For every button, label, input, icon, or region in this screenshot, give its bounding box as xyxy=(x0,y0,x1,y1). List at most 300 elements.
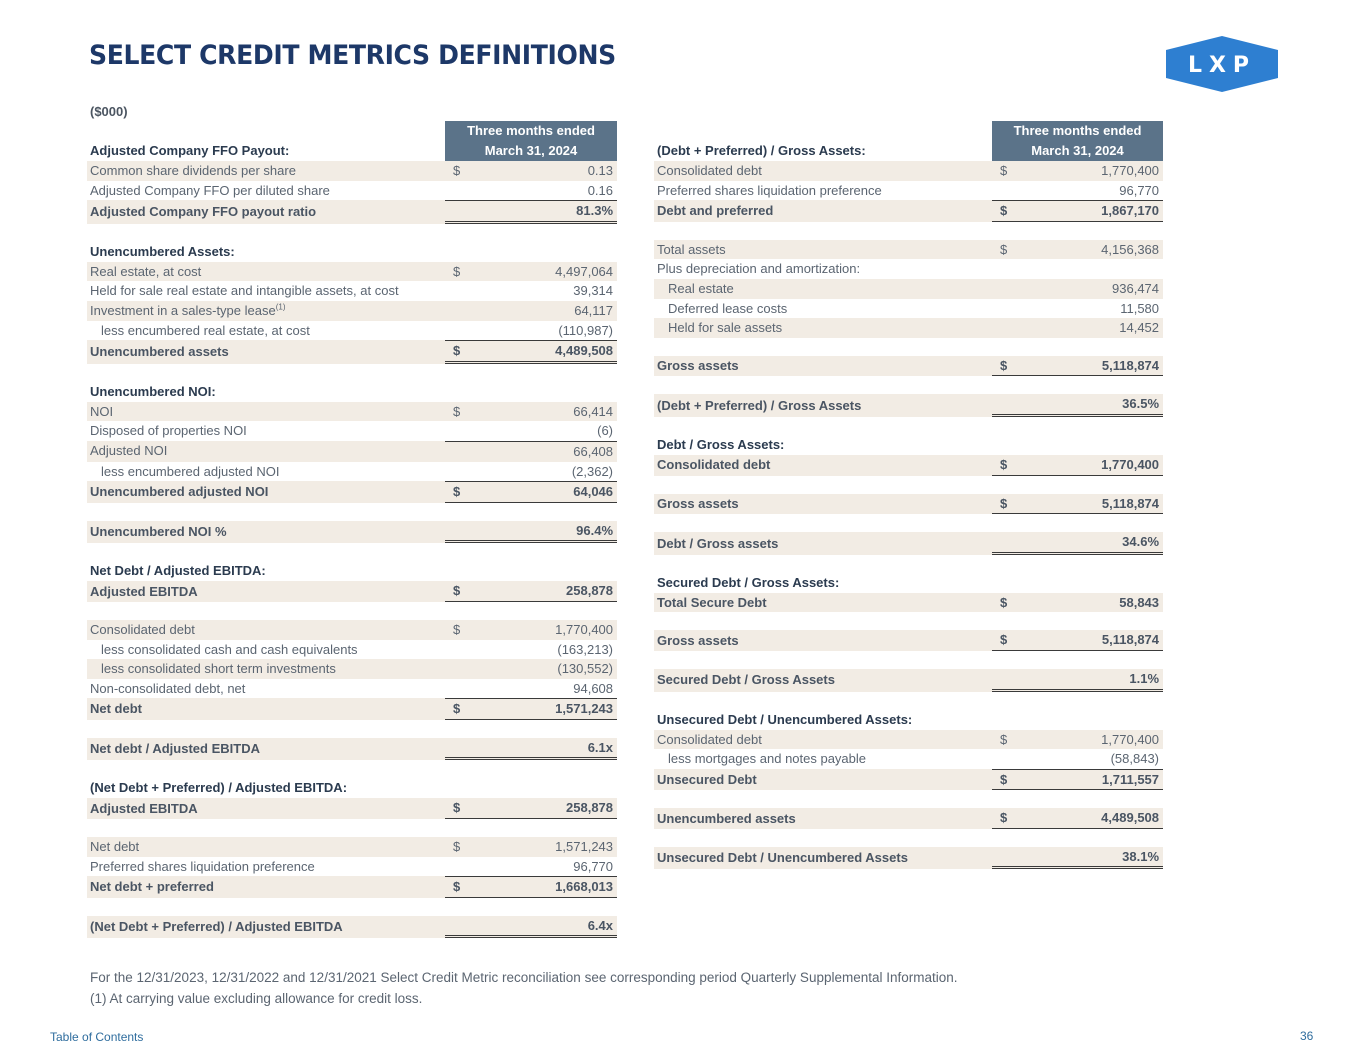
row-value: 14,452 xyxy=(1022,318,1163,338)
section-title: Adjusted Company FFO Payout: xyxy=(90,143,290,158)
currency-symbol xyxy=(992,299,1022,319)
table-row xyxy=(654,847,1163,870)
row-label: Unencumbered adjusted NOI xyxy=(87,481,445,503)
currency-symbol xyxy=(445,321,475,341)
table-row xyxy=(87,876,617,898)
table-row xyxy=(654,279,1163,299)
table-cell xyxy=(992,476,1022,494)
currency-symbol: $ xyxy=(445,161,475,181)
table-row xyxy=(87,857,617,877)
table-row xyxy=(87,340,617,364)
col-header-line1: Three months ended xyxy=(445,121,617,141)
table-row xyxy=(87,837,617,857)
table-cell xyxy=(654,417,992,435)
row-label: Unsecured Debt / Unencumbered Assets xyxy=(654,847,992,870)
table-cell xyxy=(445,561,475,581)
table-row xyxy=(654,259,1163,279)
row-label: (Debt + Preferred) / Gross Assets xyxy=(654,394,992,417)
table-cell xyxy=(87,224,445,242)
table-cell xyxy=(475,242,617,262)
table-row xyxy=(654,532,1163,555)
row-label: Consolidated debt xyxy=(654,161,992,181)
currency-symbol xyxy=(992,394,1022,417)
row-value: 1,770,400 xyxy=(1022,161,1163,181)
footnote-ref: (1) xyxy=(275,302,286,312)
section-title: Unencumbered Assets: xyxy=(90,243,235,259)
row-label: Secured Debt / Gross Assets xyxy=(654,669,992,692)
row-label: less encumbered real estate, at cost xyxy=(101,322,310,338)
spacer-row xyxy=(87,503,617,521)
table-cell xyxy=(87,819,445,837)
table-cell xyxy=(445,720,475,738)
table-row xyxy=(87,798,617,819)
spacer-row xyxy=(654,829,1163,847)
table-row xyxy=(654,630,1163,651)
currency-symbol: $ xyxy=(992,808,1022,829)
spacer-row xyxy=(87,543,617,561)
row-label: Gross assets xyxy=(654,494,992,515)
table-cell xyxy=(1022,790,1163,808)
currency-symbol: $ xyxy=(445,340,475,364)
table-cell xyxy=(1022,222,1163,240)
row-label: Held for sale real estate and intangible assets, at cost xyxy=(90,283,399,299)
currency-symbol xyxy=(992,532,1022,555)
table-cell xyxy=(992,514,1022,532)
section-title: (Net Debt + Preferred) / Adjusted EBITDA: xyxy=(90,780,348,796)
spacer-row xyxy=(654,790,1163,808)
row-label: Gross assets xyxy=(654,356,992,377)
row-label: less consolidated cash and cash equivalents xyxy=(101,641,358,657)
header-row-1 xyxy=(87,121,617,141)
spacer-row xyxy=(87,760,617,778)
table-cell xyxy=(445,602,475,620)
table-cell xyxy=(445,819,475,837)
row-value: 66,414 xyxy=(475,402,617,422)
table-cell xyxy=(1022,435,1163,455)
row-value: 4,497,064 xyxy=(475,262,617,282)
row-value: 1,770,400 xyxy=(475,620,617,640)
row-label: (Net Debt + Preferred) / Adjusted EBITDA xyxy=(87,916,445,939)
spacer-row xyxy=(87,364,617,382)
row-label: Unencumbered NOI % xyxy=(87,521,445,544)
currency-symbol: $ xyxy=(992,356,1022,377)
table-row xyxy=(87,738,617,761)
row-label: Consolidated debt xyxy=(654,730,992,750)
row-label: less mortgages and notes payable xyxy=(668,751,867,767)
spacer-row xyxy=(87,898,617,916)
table-cell xyxy=(1022,829,1163,847)
table-row xyxy=(87,262,617,282)
table-row xyxy=(87,200,617,224)
currency-symbol: $ xyxy=(445,481,475,503)
table-cell xyxy=(475,778,617,798)
row-label: Total Secure Debt xyxy=(654,593,992,613)
table-cell xyxy=(654,476,992,494)
currency-symbol xyxy=(445,679,475,699)
row-label: Unsecured Debt xyxy=(654,769,992,791)
table-cell xyxy=(475,561,617,581)
row-value: 1,770,400 xyxy=(1022,730,1163,750)
section-title-row xyxy=(87,561,617,581)
table-cell xyxy=(992,790,1022,808)
table-cell xyxy=(475,224,617,242)
table-row xyxy=(87,301,617,321)
currency-symbol xyxy=(445,301,475,321)
table-cell xyxy=(654,514,992,532)
col-header-line2: March 31, 2024 xyxy=(992,141,1163,161)
currency-symbol: $ xyxy=(445,581,475,602)
row-label: Consolidated debt xyxy=(654,455,992,476)
table-cell xyxy=(475,819,617,837)
row-label: Net debt + preferred xyxy=(87,876,445,898)
row-label: Adjusted EBITDA xyxy=(87,581,445,602)
table-row xyxy=(87,521,617,544)
table-cell xyxy=(992,710,1022,730)
row-value: (6) xyxy=(597,423,614,439)
row-value: 5,118,874 xyxy=(1022,356,1163,377)
row-label: Debt / Gross assets xyxy=(654,532,992,555)
table-cell xyxy=(1022,573,1163,593)
row-label: Unencumbered assets xyxy=(654,808,992,829)
currency-symbol xyxy=(992,259,1022,279)
table-cell xyxy=(87,364,445,382)
currency-symbol xyxy=(992,669,1022,692)
row-label: Common share dividends per share xyxy=(87,161,445,181)
table-cell xyxy=(992,555,1022,573)
row-label: NOI xyxy=(87,402,445,422)
currency-symbol xyxy=(445,916,475,939)
currency-symbol xyxy=(445,200,475,224)
row-label: Consolidated debt xyxy=(87,620,445,640)
table-cell xyxy=(992,612,1022,630)
row-value: 1,867,170 xyxy=(1022,200,1163,222)
table-row xyxy=(654,240,1163,260)
table-cell xyxy=(475,760,617,778)
row-value: 6.1x xyxy=(475,738,617,761)
table-row xyxy=(654,394,1163,417)
currency-symbol: $ xyxy=(992,730,1022,750)
section-title-row xyxy=(654,573,1163,593)
table-cell xyxy=(87,602,445,620)
spacer-row xyxy=(654,376,1163,394)
currency-symbol: $ xyxy=(992,494,1022,515)
table-row xyxy=(654,749,1163,769)
table-cell xyxy=(445,898,475,916)
units-label: ($000) xyxy=(90,104,128,119)
table-row xyxy=(87,321,617,341)
currency-symbol xyxy=(992,181,1022,201)
table-cell xyxy=(992,692,1022,710)
row-label: Disposed of properties NOI xyxy=(90,423,247,439)
currency-symbol: $ xyxy=(445,837,475,857)
row-label: Debt and preferred xyxy=(654,200,992,222)
table-cell xyxy=(1022,651,1163,669)
table-row xyxy=(654,593,1163,613)
spacer-row xyxy=(654,514,1163,532)
row-label: Net debt xyxy=(87,698,445,720)
table-cell xyxy=(992,376,1022,394)
row-value: 34.6% xyxy=(1022,532,1163,555)
currency-symbol xyxy=(992,318,1022,338)
table-row xyxy=(654,200,1163,222)
currency-symbol: $ xyxy=(992,240,1022,260)
row-label: Gross assets xyxy=(654,630,992,651)
currency-symbol xyxy=(445,738,475,761)
row-label: Preferred shares liquidation preference xyxy=(90,858,315,874)
table-cell xyxy=(475,720,617,738)
spacer-row xyxy=(654,555,1163,573)
table-cell xyxy=(1022,376,1163,394)
row-value: 1,571,243 xyxy=(475,837,617,857)
currency-symbol: $ xyxy=(445,876,475,898)
left-metrics-table xyxy=(87,121,617,938)
footnote-reconciliation: For the 12/31/2023, 12/31/2022 and 12/31/2021 Select Credit Metric reconciliation see corresponding period Quarterly Supplemental Information. xyxy=(90,970,958,985)
row-value: 1,668,013 xyxy=(475,876,617,898)
currency-symbol xyxy=(445,441,475,462)
table-cell xyxy=(654,692,992,710)
table-cell xyxy=(445,760,475,778)
row-label: Adjusted NOI xyxy=(87,441,445,462)
section-title: Debt / Gross Assets: xyxy=(657,436,785,452)
row-value: 96.4% xyxy=(475,521,617,544)
table-cell xyxy=(992,829,1022,847)
logo-text: LXP xyxy=(1187,53,1257,78)
table-cell xyxy=(445,382,475,402)
row-value: 39,314 xyxy=(573,283,614,299)
table-cell xyxy=(1022,514,1163,532)
table-cell xyxy=(445,778,475,798)
row-label: Net debt / Adjusted EBITDA xyxy=(87,738,445,761)
section-title-row xyxy=(87,242,617,262)
section-title: (Debt + Preferred) / Gross Assets: xyxy=(657,143,866,158)
table-cell xyxy=(992,435,1022,455)
currency-symbol xyxy=(445,521,475,544)
table-cell xyxy=(87,503,445,521)
row-value: 4,489,508 xyxy=(475,340,617,364)
row-value: 258,878 xyxy=(475,581,617,602)
row-label: Net debt xyxy=(87,837,445,857)
spacer-row xyxy=(654,417,1163,435)
row-label: Adjusted Company FFO payout ratio xyxy=(87,200,445,224)
row-label: Plus depreciation and amortization: xyxy=(657,261,861,277)
row-label: Investment in a sales-type lease$^{(1)}$ xyxy=(87,301,445,321)
row-value: 96,770 xyxy=(573,858,614,874)
row-value: 1,571,243 xyxy=(475,698,617,720)
currency-symbol: $ xyxy=(992,630,1022,651)
table-row xyxy=(87,441,617,462)
row-value: 66,408 xyxy=(475,441,617,462)
row-value: (110,987) xyxy=(558,322,614,338)
table-row xyxy=(654,318,1163,338)
header-row-1 xyxy=(654,121,1163,141)
table-cell xyxy=(475,364,617,382)
table-of-contents-link[interactable]: Table of Contents xyxy=(50,1030,144,1044)
currency-symbol: $ xyxy=(992,455,1022,476)
row-value: 94,608 xyxy=(573,680,614,696)
section-title-row xyxy=(654,435,1163,455)
table-cell xyxy=(87,898,445,916)
row-value: (163,213) xyxy=(557,641,614,657)
spacer-row xyxy=(654,338,1163,356)
currency-symbol: $ xyxy=(445,262,475,282)
table-cell xyxy=(445,224,475,242)
row-value xyxy=(1022,259,1163,279)
row-label: Non-consolidated debt, net xyxy=(90,680,246,696)
row-value: 1,770,400 xyxy=(1022,455,1163,476)
footnote-1: (1) At carrying value excluding allowance for credit loss. xyxy=(90,991,423,1006)
currency-symbol: $ xyxy=(992,161,1022,181)
table-row xyxy=(654,730,1163,750)
spacer-row xyxy=(654,222,1163,240)
currency-symbol: $ xyxy=(445,402,475,422)
row-value: 64,046 xyxy=(475,481,617,503)
table-cell xyxy=(1022,338,1163,356)
table-cell xyxy=(445,364,475,382)
table-row xyxy=(87,679,617,699)
spacer-row xyxy=(654,651,1163,669)
currency-symbol: $ xyxy=(992,769,1022,791)
currency-symbol: $ xyxy=(992,593,1022,613)
section-title-row xyxy=(87,778,617,798)
row-value: 6.4x xyxy=(475,916,617,939)
table-row xyxy=(654,494,1163,515)
table-cell xyxy=(475,543,617,561)
row-value: 0.13 xyxy=(475,161,617,181)
row-value: 96,770 xyxy=(1119,182,1160,198)
table-cell xyxy=(87,543,445,561)
table-row xyxy=(654,356,1163,377)
table-row xyxy=(87,161,617,181)
table-cell xyxy=(1022,555,1163,573)
table-row xyxy=(654,455,1163,476)
table-cell xyxy=(654,651,992,669)
table-cell xyxy=(87,760,445,778)
row-value: 0.16 xyxy=(587,182,614,198)
currency-symbol xyxy=(445,659,475,679)
currency-symbol xyxy=(992,279,1022,299)
row-value: (130,552) xyxy=(475,659,617,679)
spacer-row xyxy=(654,612,1163,630)
row-label: Adjusted EBITDA xyxy=(87,798,445,819)
table-cell xyxy=(87,121,445,141)
row-label: Deferred lease costs xyxy=(668,300,788,316)
row-label: Adjusted Company FFO per diluted share xyxy=(90,182,330,198)
row-value: 5,118,874 xyxy=(1022,494,1163,515)
row-label: Preferred shares liquidation preference xyxy=(657,182,882,198)
row-value: (2,362) xyxy=(571,463,614,479)
spacer-row xyxy=(87,602,617,620)
section-title: Net Debt / Adjusted EBITDA: xyxy=(90,563,266,579)
table-row xyxy=(87,916,617,939)
currency-symbol xyxy=(445,462,475,482)
row-value: 1,711,557 xyxy=(1022,769,1163,791)
currency-symbol xyxy=(445,421,475,441)
lxp-logo[interactable] xyxy=(1166,36,1278,92)
table-cell xyxy=(992,417,1022,435)
table-row xyxy=(87,620,617,640)
table-cell xyxy=(475,382,617,402)
table-cell xyxy=(654,222,992,240)
table-cell xyxy=(87,720,445,738)
table-row xyxy=(87,462,617,482)
row-value: 11,580 xyxy=(1120,300,1160,316)
table-row xyxy=(87,421,617,441)
table-row xyxy=(87,402,617,422)
row-label: Total assets xyxy=(654,240,992,260)
table-cell xyxy=(654,338,992,356)
table-cell xyxy=(654,555,992,573)
section-title-row xyxy=(87,382,617,402)
row-value: 936,474 xyxy=(1022,279,1163,299)
table-row xyxy=(87,581,617,602)
spacer-row xyxy=(654,692,1163,710)
row-value: 38.1% xyxy=(1022,847,1163,870)
table-cell xyxy=(992,573,1022,593)
table-cell xyxy=(654,121,992,141)
table-cell xyxy=(1022,417,1163,435)
row-value: 4,489,508 xyxy=(1022,808,1163,829)
table-row xyxy=(87,481,617,503)
table-cell xyxy=(992,222,1022,240)
row-value: 1.1% xyxy=(1022,669,1163,692)
table-row xyxy=(87,698,617,720)
right-metrics-table xyxy=(654,121,1163,869)
section-title: Secured Debt / Gross Assets: xyxy=(657,574,840,590)
row-label: less encumbered adjusted NOI xyxy=(101,463,280,479)
row-value: 36.5% xyxy=(1022,394,1163,417)
table-row xyxy=(654,769,1163,791)
col-header-line1: Three months ended xyxy=(992,121,1163,141)
table-cell xyxy=(1022,710,1163,730)
currency-symbol: $ xyxy=(445,698,475,720)
currency-symbol xyxy=(445,181,475,201)
table-cell xyxy=(475,503,617,521)
table-cell xyxy=(654,790,992,808)
currency-symbol: $ xyxy=(445,798,475,819)
row-value: 58,843 xyxy=(1022,593,1163,613)
currency-symbol xyxy=(445,857,475,877)
table-cell xyxy=(1022,692,1163,710)
table-row xyxy=(87,281,617,301)
table-cell xyxy=(445,242,475,262)
row-value: 5,118,874 xyxy=(1022,630,1163,651)
table-cell xyxy=(654,829,992,847)
row-value: (58,843) xyxy=(1110,751,1160,767)
row-label: Real estate xyxy=(654,279,992,299)
section-title-row xyxy=(654,710,1163,730)
section-title-row xyxy=(654,141,1163,161)
row-value: 4,156,368 xyxy=(1022,240,1163,260)
table-row xyxy=(654,181,1163,201)
currency-symbol xyxy=(445,640,475,660)
section-title: Unencumbered NOI: xyxy=(90,383,216,399)
table-row xyxy=(87,640,617,660)
table-cell xyxy=(445,543,475,561)
table-cell xyxy=(1022,612,1163,630)
col-header-line2: March 31, 2024 xyxy=(445,141,617,161)
page-title: SELECT CREDIT METRICS DEFINITIONS xyxy=(89,40,616,71)
spacer-row xyxy=(654,476,1163,494)
section-ffo-title-row xyxy=(87,141,617,161)
table-cell xyxy=(654,376,992,394)
table-row xyxy=(654,669,1163,692)
table-row xyxy=(87,181,617,201)
spacer-row xyxy=(87,819,617,837)
section-title: Unsecured Debt / Unencumbered Assets: xyxy=(657,711,913,727)
table-cell xyxy=(475,898,617,916)
row-label: Held for sale assets xyxy=(654,318,992,338)
page-number: 36 xyxy=(1300,1029,1314,1043)
